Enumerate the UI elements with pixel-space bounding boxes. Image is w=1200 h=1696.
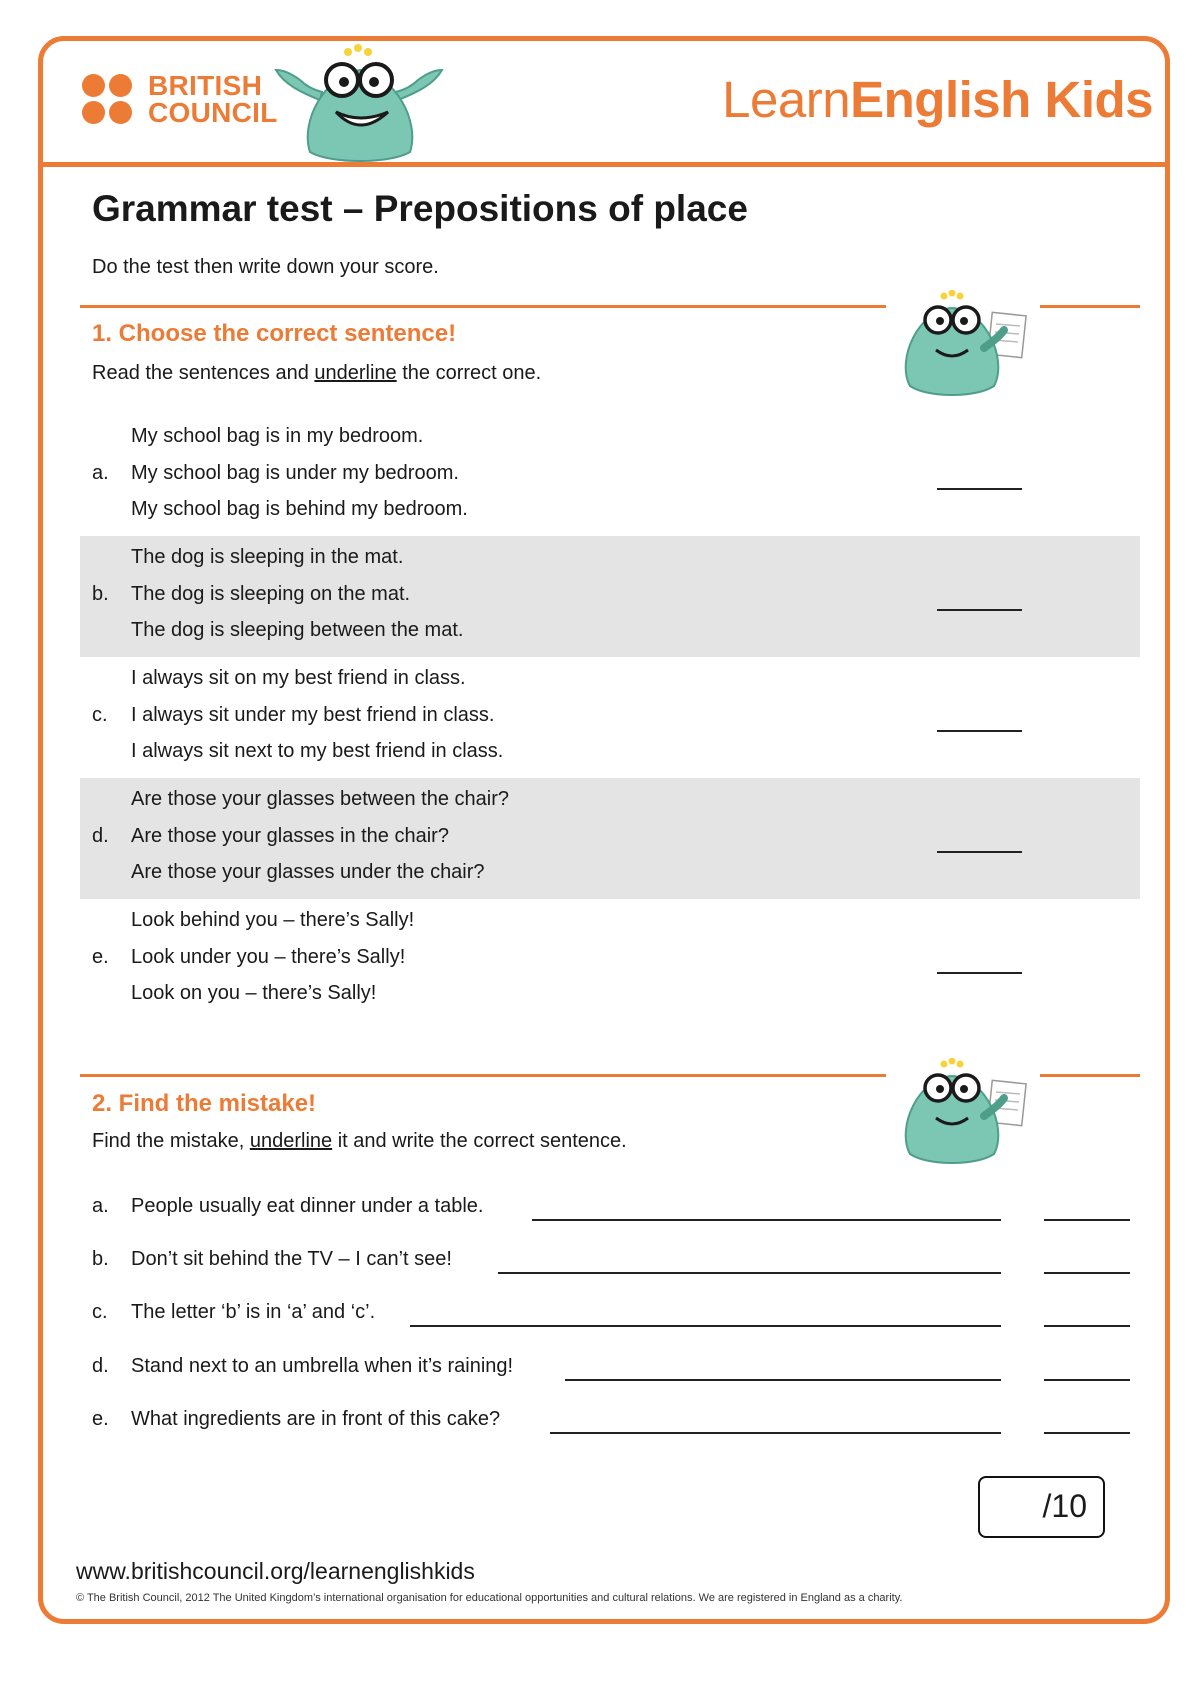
section2-rule-left [80, 1074, 886, 1077]
option[interactable]: Are those your glasses in the chair? [131, 825, 449, 847]
answer-line[interactable] [937, 609, 1022, 611]
footer-copyright: © The British Council, 2012 The United Kingdom’s international organisation for educational opportunities and cultural relations. We are registered in England as a charity. [76, 1592, 903, 1604]
question-e: e. Look behind you – there’s Sally! Look under you – there’s Sally! Look on you – there’s Sally! [80, 899, 1140, 1020]
mistake-item-c: c. The letter ‘b’ is in ‘a’ and ‘c’. [80, 1301, 1140, 1331]
option[interactable]: Look under you – there’s Sally! [131, 946, 406, 968]
correction-line[interactable] [498, 1272, 1001, 1274]
logo-text: BRITISH COUNCIL [148, 70, 278, 128]
score-box[interactable]: /10 [978, 1476, 1105, 1538]
intro-text: Do the test then write down your score. [92, 256, 439, 278]
logo-dot-icon [109, 74, 132, 97]
footer-url[interactable]: www.britishcouncil.org/learnenglishkids [76, 1558, 475, 1584]
mistake-item-a: a. People usually eat dinner under a table. [80, 1195, 1140, 1225]
question-d: d. Are those your glasses between the chair? Are those your glasses in the chair? Are those your glasses under the chair? [80, 778, 1140, 899]
option[interactable]: Are those your glasses under the chair? [131, 861, 485, 883]
score-line[interactable] [1044, 1325, 1130, 1327]
score-line[interactable] [1044, 1432, 1130, 1434]
mistake-item-e: e. What ingredients are in front of this cake? [80, 1408, 1140, 1438]
section2-title: 2. Find the mistake! [92, 1090, 317, 1117]
option[interactable]: My school bag is under my bedroom. [131, 462, 459, 484]
option[interactable]: The dog is sleeping in the mat. [131, 546, 404, 568]
option[interactable]: Are those your glasses between the chair? [131, 788, 509, 810]
question-c: c. I always sit on my best friend in class. I always sit under my best friend in class. I always sit next to my best friend in class. [80, 657, 1140, 778]
section2-rule-right [1040, 1074, 1140, 1077]
score-line[interactable] [1044, 1379, 1130, 1381]
logo-dot-icon [109, 101, 132, 124]
mascot-reading-icon [896, 1058, 1034, 1168]
learnenglish-kids-logo: LearnEnglish Kids [722, 71, 1153, 128]
question-b: b. The dog is sleeping in the mat. The dog is sleeping on the mat. The dog is sleeping between the mat. [80, 536, 1140, 657]
answer-line[interactable] [937, 488, 1022, 490]
correction-line[interactable] [565, 1379, 1001, 1381]
option[interactable]: My school bag is in my bedroom. [131, 425, 424, 447]
section1-rule-left [80, 305, 886, 308]
page-title: Grammar test – Prepositions of place [92, 188, 748, 229]
section1-title: 1. Choose the correct sentence! [92, 320, 457, 347]
answer-line[interactable] [937, 972, 1022, 974]
logo-dot-icon [82, 74, 105, 97]
option[interactable]: Look on you – there’s Sally! [131, 982, 377, 1004]
header-divider [43, 162, 1165, 167]
logo-dot-icon [82, 101, 105, 124]
mistake-item-d: d. Stand next to an umbrella when it’s raining! [80, 1355, 1140, 1385]
score-line[interactable] [1044, 1272, 1130, 1274]
option[interactable]: My school bag is behind my bedroom. [131, 498, 468, 520]
mascot-icon [270, 40, 450, 168]
mistake-item-b: b. Don’t sit behind the TV – I can’t see! [80, 1248, 1140, 1278]
answer-line[interactable] [937, 851, 1022, 853]
correction-line[interactable] [550, 1432, 1001, 1434]
option[interactable]: I always sit next to my best friend in class. [131, 740, 504, 762]
correction-line[interactable] [532, 1219, 1001, 1221]
score-line[interactable] [1044, 1219, 1130, 1221]
option[interactable]: Look behind you – there’s Sally! [131, 909, 415, 931]
mascot-reading-icon [896, 290, 1034, 400]
option[interactable]: The dog is sleeping on the mat. [131, 583, 411, 605]
option[interactable]: The dog is sleeping between the mat. [131, 619, 464, 641]
section2-instructions: Find the mistake, underline it and write the correct sentence. [92, 1130, 627, 1152]
option[interactable]: I always sit under my best friend in class. [131, 704, 495, 726]
section1-rule-right [1040, 305, 1140, 308]
answer-line[interactable] [937, 730, 1022, 732]
correction-line[interactable] [410, 1325, 1001, 1327]
question-a: a. My school bag is in my bedroom. My school bag is under my bedroom. My school bag is behind my bedroom. [80, 415, 1140, 536]
option[interactable]: I always sit on my best friend in class. [131, 667, 466, 689]
section1-instructions: Read the sentences and underline the correct one. [92, 362, 542, 384]
